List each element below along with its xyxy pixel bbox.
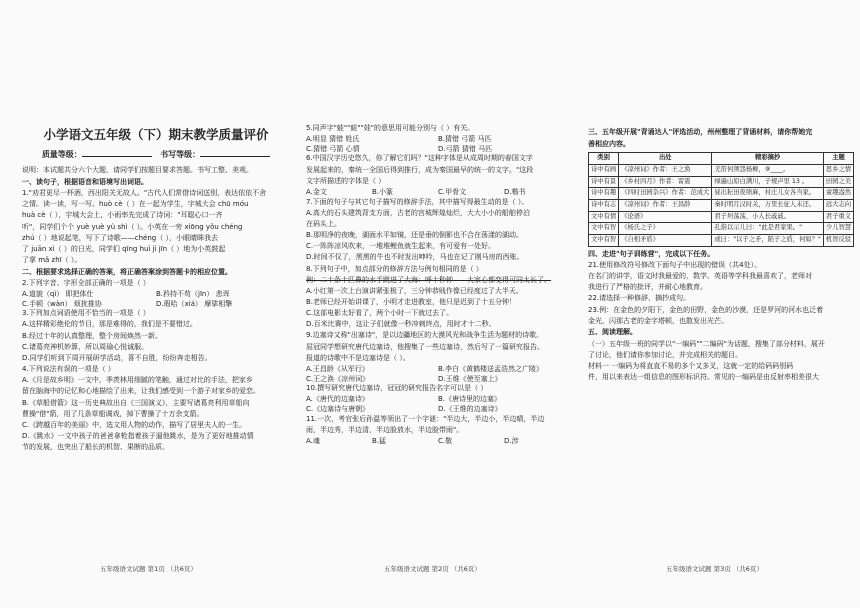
- text-line: A.《月是故乡明》一文中，季羡林用细腻的笔触，通过对比的手法，把家乡: [22, 376, 253, 385]
- text-line: 听"，同学们个个 yuè yuè yù shì（ ）。小英在一旁 xiōng yǒu chéng: [22, 222, 243, 231]
- question-22: 22.请选择一种修辞，摘抄成句。: [588, 294, 691, 303]
- exam-page-1: [22, 118, 290, 588]
- option: D.涉: [504, 437, 519, 446]
- text-line: 节的发展，也突出了船长的机智、果断的品质。: [22, 443, 169, 452]
- text-line: 之情。读一读，写一写。huò cè（ ）在一起为学生，宇城大会 chū móu: [22, 200, 249, 209]
- table-cell: 君子坦荡荡，小人长戚戚。: [712, 211, 824, 223]
- q10-options: [306, 395, 570, 414]
- option: B.李白《黄鹤楼送孟浩然之广陵》: [438, 364, 544, 373]
- text-line: 曹操"借"箭，用了几条草船调戏，掉下曹操了十万余支箭。: [22, 409, 204, 418]
- column-header: 精彩摘抄: [712, 153, 824, 165]
- table-cell: 田园之美: [823, 176, 853, 188]
- instructions: 说明：本试题共分六个大题，请同学们按题目要求答题。书写工整、美观。: [22, 166, 253, 175]
- option: C.敬: [438, 437, 453, 446]
- q2-options: [22, 290, 290, 309]
- table-cell: 诗中有趣: [589, 188, 619, 200]
- text-line: C.一阵阵凉风吹来，一堆堆鲤鱼就生起来，有可爱有一处好。: [306, 242, 496, 251]
- option: B.猜错 弓箭 马匹: [438, 135, 492, 144]
- option: A.明显 猜错 姓氏: [306, 135, 360, 144]
- grade-line: 质量等级： 书写等级：: [22, 149, 290, 160]
- text-line: 善相应内容。: [588, 139, 630, 148]
- text-line: C.这部电影太好看了，两个小时一下就过去了。: [306, 309, 454, 318]
- question-9: 9.边塞诗又称"出塞诗"，是以边疆地区的大漠风光和战争生活为题材的诗歌。: [306, 331, 544, 340]
- option: D.瑕哈（xiá） 摩挲相擎: [156, 299, 233, 308]
- option: B.小篆: [372, 187, 394, 196]
- option: D.楷书: [504, 187, 526, 196]
- question-5: 5.同声字"蛙""蛙""娃"的意思用可能分别与（ ）有关。: [306, 124, 475, 132]
- text-line: zhú（ ）地说起笔，写下了诗歌——chéng（ ），小眼睛眯我去: [22, 233, 218, 242]
- text-line: B.《草船借箭》这一历史典故出自《三国演义》，主要写诸葛亮利用草船向: [22, 398, 250, 407]
- table-cell: 《乡村四月》作者：雷震: [619, 176, 712, 188]
- question-7: 7.下面的句子与其它句子描写的修辞手法，其中描写得最生动的是（ ）。: [306, 197, 529, 206]
- option: D.弓箭 猜错 马匹: [438, 144, 493, 153]
- table-cell: 《凉州词》作者：王之涣: [619, 165, 712, 177]
- text-line: 屈冠同学想研究唐代边塞诗，他搜集了一些边塞诗，然后写了一篇研究报告。: [306, 342, 544, 351]
- section-heading-2: 二、根据要求选择正确的答案，将正确答案涂到答题卡的相应位置。: [22, 267, 232, 276]
- option: A.《唐代的边塞诗》: [306, 395, 369, 404]
- table-cell: 童趣盎然: [823, 188, 853, 200]
- section-heading-5: 五、阅读理解。: [588, 328, 637, 337]
- table-cell: 文中有智: [589, 223, 619, 235]
- table-cell: 《论语》: [619, 211, 712, 223]
- text-line: 在名门的讲学，语文时我最爱的，数学、英语等学科我最喜欢了，老师对: [588, 272, 812, 281]
- option: A.道貌（qì） 即把体仕: [22, 290, 94, 298]
- text-line: B.那明净的夜晚，湖面水平如镜，还是垂的倒影也不合在荡漾的湖动。: [306, 231, 524, 240]
- recitation-table: [588, 152, 854, 247]
- q5-options: [306, 135, 570, 154]
- page-1-footer: 五年级语文试题 第1页 （共6页）: [100, 565, 197, 573]
- text-line: D.《跳水》一文中孩子的爸爸拿枪指着孩子逼他跳水，是为了更好地推动情: [22, 432, 254, 441]
- table-row: [589, 211, 854, 223]
- option: A.这样精彩绝伦的节目，那是难得的，我们是不要错过。: [22, 320, 197, 329]
- option: A.金文: [306, 187, 327, 196]
- table-cell: 思乡之情: [823, 165, 853, 177]
- q11-options: [306, 437, 570, 447]
- text-line: 1."劝君更尽一杯酒，西出阳关无故人。"古代人们常借诗词送别，表达依依不舍: [22, 189, 267, 198]
- text-line: A.小红第一次上台演讲紧张极了，三分钟恭贱作像已经度过了大半天。: [306, 286, 523, 295]
- page-2-footer: 五年级语文试题 第2页 （共6页）: [384, 565, 481, 573]
- table-cell: 孔指以示儿曰："此是君家果。": [712, 223, 824, 235]
- question-11: 11.一次，考官张后孙温等领出了一个字谜："半边大，半边小，半边晴，半边: [306, 414, 545, 423]
- table-cell: 君子重义: [823, 211, 853, 223]
- column-header: 主题: [823, 153, 853, 165]
- question-21: 21.使用修改符号修改下面句子中出现的错误（共4处）。: [588, 260, 762, 269]
- question-23: 23.例：在金色的夕阳下，金色的田野，金色的沙漠，还是罗河的河水也泛着: [588, 305, 824, 314]
- text-line: 发展起来的，秦统一全国后得到推行，成为秦国最早的统一的文字。"这段: [306, 165, 534, 174]
- section-heading-1: 一、读句子，根据语音和语境写出词语。: [22, 177, 148, 186]
- table-row: [589, 200, 854, 212]
- option: C.手顿（wàn） 烦扰推协: [22, 299, 102, 308]
- text-line: 了 juān xì（ ）的日光，同学们 qīng huì jì jīn（ ）地为小英鼓起: [22, 244, 226, 253]
- table-cell: 诗中有画: [589, 165, 619, 177]
- text-line: 文字所描述的字体是（ ）: [306, 176, 386, 185]
- option: C.《边塞诗与唐朝》: [306, 405, 370, 414]
- text-line: 留在脑海中的记忆和心地描绘了出来，让我们感受到一个游子对家乡的爱恋。: [22, 387, 260, 396]
- table-row: [589, 165, 854, 177]
- column-header: 出处: [619, 153, 712, 165]
- text-line: huà cè（ ），宇城大会上，小雨率先完成了诗词："耳聪心口一齐: [22, 211, 223, 220]
- option: C.甲骨文: [438, 187, 467, 196]
- option: B.矜持不苟（jīn） 悲诨: [156, 290, 230, 298]
- table-cell: 少儿智慧: [823, 223, 853, 235]
- text-line: 在码头上。: [306, 219, 341, 228]
- table-header-row: [589, 153, 854, 165]
- q6-options: [306, 188, 570, 198]
- table-cell: 《凉州词》作者：王昌龄: [619, 200, 712, 212]
- table-cell: 或曰："以子之矛，陷子之盾，何如？": [712, 235, 824, 247]
- table-cell: 昼出耘田夜绩麻，村庄儿女各当家。: [712, 188, 824, 200]
- table-cell: 《自相矛盾》: [619, 235, 712, 247]
- table-cell: 羌笛何须怨杨柳，⑨____。: [712, 165, 824, 177]
- option: B.经过十年的认真整理，整个房间焕然一新。: [22, 331, 163, 340]
- table-cell: 诗中有景: [589, 176, 619, 188]
- exam-page-2: [306, 124, 570, 594]
- option: A.魂: [306, 437, 320, 446]
- option: A.王昌龄《从军行》: [306, 364, 369, 373]
- text-line: D.百米比赛中，这让子们就像一秒冲刺终点，用时才十二秒。: [306, 320, 496, 329]
- option: D.同学们听到下周开展研学活动，喜不自胜，纷纷奔走相告。: [22, 353, 212, 362]
- table-cell: 诗中有志: [589, 200, 619, 212]
- table-cell: 远大志向: [823, 200, 853, 212]
- text-line: 报道的诗歌中不是边塞诗是（ ）。: [306, 353, 410, 362]
- text-line: 了掌 mǎ zhī（ ）。: [22, 256, 82, 265]
- table-row: [589, 223, 854, 235]
- question-10: 10.撰写研究唐代边塞诗，冠冠的研究报告名字可以是（ ）: [306, 384, 488, 393]
- option: B.《唐诗里的边塞》: [438, 395, 502, 404]
- option: D.《王维的边塞诗》: [438, 405, 502, 414]
- text-line: 金光，闪那古老的金字塔顿，也散发出光芒。: [588, 316, 728, 325]
- text-line: 材料一 一编码为将直直不易的多个又多叉，这就一定的给码码别码: [588, 361, 794, 370]
- text-line: （一）五年级一班的同学以"一编码""二编码"为话题，搜集了部分材料，展开: [588, 339, 825, 348]
- option: C.王之涣《凉州词》: [306, 374, 370, 383]
- column-header: 类别: [589, 153, 619, 165]
- question-6: 6.中国汉字历史悠久，你了解它们吗？"这种字体是从成周时期的春国文字: [306, 154, 533, 163]
- section-heading-4: 四、走进"句子训练营"，完成以下任务。: [588, 249, 715, 258]
- page-3-footer: 五年级语文试题 第3页 （共6页）: [666, 565, 763, 573]
- table-cell: 机智反驳: [823, 235, 853, 247]
- text-line: 了讨论，他们请你参加讨论，并完成相关的题目。: [588, 350, 742, 359]
- table-cell: 秦时明月汉时关，万里长征人未还。: [712, 200, 824, 212]
- table-cell: 《杨氏之子》: [619, 223, 712, 235]
- text-line: 雨，半边秀，半边清，半边脸放水，半边脸带雨"。: [306, 425, 464, 434]
- text-line: D.时间不仅了，黑黑的牛也不时发出呻吟，马也在记了刚马房的西账。: [306, 253, 524, 262]
- option: C.猜错 弓箭 心情: [306, 144, 360, 153]
- text-line: C.《跨越百年的美丽》中，选文用人物的动作，描写了居里夫人的一生。: [22, 420, 247, 429]
- option: D.王维《使至塞上》: [438, 374, 502, 383]
- example-sentence: 例：二十条十匹鼻的水手跳进了大海：呼十秒钟——大家心都变得可同太长了。: [306, 275, 551, 284]
- question-2: 2.下列字音、字形全部正确的一项是（ ）: [22, 278, 150, 287]
- question-8: 8.下列句子中，加点部分的修辞方法与例句相同的是（ ）: [306, 264, 483, 273]
- option: C.诸葛亮神机妙算，所以周瑜心悦诚服。: [22, 342, 149, 351]
- text-line: B.老师已经开始讲课了，小明才走进教室，他只是迟到了十五分钟！: [306, 298, 517, 306]
- question-4: 4.下列说法有误的一项是（ ）: [22, 365, 115, 374]
- q9-options: [306, 365, 570, 384]
- table-row: [589, 176, 854, 188]
- text-line: A.高大的石头建筑背支方面，古老的宫城辉煌灿烂，大大小小的船舶停泊: [306, 208, 530, 217]
- table-row: [589, 188, 854, 200]
- exam-page-3: [588, 126, 852, 596]
- table-cell: 绿遍山原白满川，子规声里 13 。: [712, 176, 824, 188]
- exam-title: 小学语文五年级（下）期末教学质量评价: [43, 127, 269, 142]
- option: B.猛: [372, 437, 387, 446]
- text-line: 件，用以来表达一组信息的图形标识符。常见的一编码是由反射率相差很大: [588, 373, 819, 382]
- table-cell: 文中有智: [589, 235, 619, 247]
- table-row: [589, 235, 854, 247]
- section-heading-3: 三、五年级开展"背诵达人"评选活动，州州整理了背诵材料，请你帮她完: [588, 128, 813, 136]
- text-line: 我进行了严格的批评，并耐心地教育。: [588, 283, 707, 292]
- table-cell: 《四时田园杂兴》作者：范成大: [619, 188, 712, 200]
- question-3: 3.下列加点词语使用不恰当的一项是（ ）: [22, 309, 150, 318]
- table-cell: 文中有情: [589, 211, 619, 223]
